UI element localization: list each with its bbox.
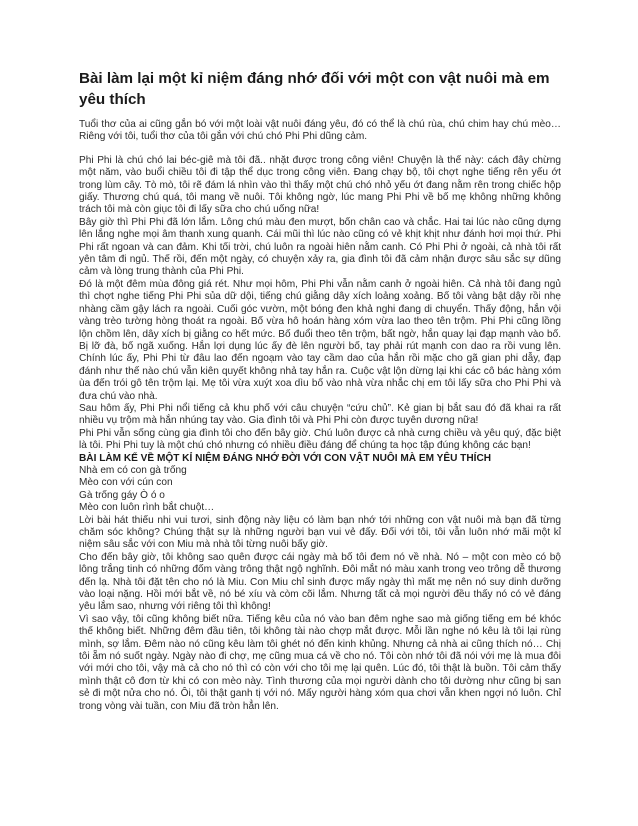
- section-heading: BÀI LÀM KỂ VỀ MỘT KỈ NIỆM ĐÁNG NHỚ ĐỜI VỚI CON VẬT NUÔI MÀ EM YÊU THÍCH: [79, 452, 492, 464]
- poem-line: Mèo con luôn rình bắt chuột…: [79, 502, 215, 514]
- story-section: [79, 155, 561, 453]
- document-title: Bài làm lại một kỉ niệm đáng nhớ đối với một con vật nuôi mà em yêu thích: [79, 70, 550, 108]
- intro-paragraph: Tuổi thơ của ai cũng gắn bó với một loài vật nuôi đáng yêu, đó có thể là chú rùa, chú chim hay chú mèo… Riêng với tôi, tuổi thơ của tôi gắn với chú chó Phi Phi dũng cảm.: [79, 119, 561, 143]
- story-paragraph: Lời bài hát thiếu nhi vui tươi, sinh động này liệu có làm bạn nhớ tới những con vật nuôi mà bạn đã từng chăm sóc không? Chúng thật sự là những người bạn vui vẻ đấy. Đối với tôi, tôi vẫn luôn nhớ mãi một kỉ niệm sâu sắc với con Miu mà nhà tôi từng nuôi bấy giờ.: [79, 514, 561, 551]
- poem-line: Nhà em có con gà trống: [79, 464, 187, 476]
- second-story-section: [79, 515, 561, 714]
- document-page: [79, 68, 561, 713]
- story-paragraph: Vì sao vậy, tôi cũng không biết nữa. Tiếng kêu của nó vào ban đêm nghe sao mà giống tiếng em bé khóc thế không biết. Những đêm đầu tiên, tôi không tài nào chợp mắt được. Mỗi lần nghe nó kêu là tôi lại rùng mình, sợ lắm. Đêm nào nó cũng kêu làm tôi ghét nó đến kinh khủng. Nhưng cả nhà ai cũng thích nó… Chị tôi ẵm nó suốt ngày. Ngày nào đi chợ, mẹ cũng mua cá về cho nó. Tôi còn nhớ tôi đã nói với mẹ là mua đôi với mới cho tôi, vậy mà cả cho nó thì có còn với cho tôi mẹ lại quên. Lúc đó, tôi thật là buồn. Tôi cảm thấy mình thật cô đơn từ khi có con mèo này. Tình thương của mọi người dành cho tôi dường như cũng bị san sẻ đi một nửa cho nó. Ôi, tôi thật ganh tị với nó. Mấy người hàng xóm qua chơi vẫn khen ngợi nó luôn. Chỉ trong vòng vài tuần, con Miu đã tròn hẳn lên.: [79, 613, 561, 712]
- story-paragraph: Phi Phi là chú chó lai béc-giê mà tôi đã.. nhặt được trong công viên! Chuyện là thế này: cách đây chừng một năm, vào buổi chiều tôi đi tập thể dục trong công viên. Đang chạy bộ, tôi chợt nghe tiếng rên yếu ớt trong lùm cây. Tò mò, tôi rẽ đám lá nhìn vào thì thấy một chú chó nhỏ yếu ớt đang nằm rên trong chiếc hộp giấy. Thương chú quá, tôi mang về nuôi. Tôi không ngờ, lúc mang Phi Phi về bố mẹ không những không trách tôi mà còn giục tôi đi lấy sữa cho chú uống nữa!: [79, 154, 561, 216]
- story-paragraph: Phi Phi vẫn sống cùng gia đình tôi cho đến bây giờ. Chú luôn được cả nhà cưng chiều và yêu quý, đặc biệt là tôi. Phi Phi tuy là một chú chó nhưng có nhiều điều đáng để chúng ta học tập đúng không các bạn!: [79, 427, 561, 452]
- poem-line: Gà trống gáy Ò ó o: [79, 489, 165, 501]
- story-paragraph: Bây giờ thì Phi Phi đã lớn lắm. Lông chú màu đen mượt, bốn chân cao và chắc. Hai tai lúc nào cũng dựng lên lắng nghe mọi âm thanh xung quanh. Cái mũi thì lúc nào cũng có vẻ khịt khịt như đánh hơi mọi thứ. Phi Phi rất ngoan và can đảm. Khi tối trời, chú luôn ra ngoài hiên nằm canh. Có Phi Phi ở ngoài, cả nhà tôi rất yên tâm đi ngủ. Thế rồi, đến một ngày, có chuyện xảy ra, gia đình tôi đã cảm nhận được sâu sắc sự dũng cảm và lòng trung thành của Phi Phi.: [79, 216, 561, 278]
- poem-block: [79, 465, 561, 515]
- story-paragraph: Sau hôm ấy, Phi Phi nổi tiếng cả khu phố với câu chuyện “cứu chủ”. Kẻ gian bị bắt sau đó đã khai ra rất nhiều vụ trộm mà hắn nhúng tay vào. Gia đình tôi và Phi Phi còn được tuyên dương nữa!: [79, 402, 561, 427]
- poem-line: Mèo con với cún con: [79, 477, 173, 489]
- story-paragraph: Đó là một đêm mùa đông giá rét. Như mọi hôm, Phi Phi vẫn nằm canh ở ngoài hiên. Cả nhà tôi đang ngủ thì chợt nghe tiếng Phi Phi sủa dữ dội, tiếng chú giằng dây xích loảng xoảng. Bố tôi vàng bật dậy rồi nhẹ nhàng cầm gậy lách ra ngoài. Cuối góc vườn, một bóng đen khả nghi đang di chuyển. Thấy động, hắn vội vàng trèo tường hòng thoát ra ngoài. Bố vừa hô hoán hàng xóm vừa lao theo tên trộm. Phi Phi cũng lồng lộn chồm lên, dây xích bị giằng co hết mức. Bố đuổi theo tên trộm, bất ngờ, hắn quay lại đạp mạnh vào bố. Bị lỡ đà, bố ngã xuống. Hắn lợi dụng lúc ấy đè lên người bố, tay phải rút mạnh con dao ra rồi vung lên. Chính lúc ấy, Phi Phi từ đâu lao đến ngoạm vào tay cầm dao của hắn rồi mặc cho gã gian phi dẫy, đạp đánh như thế nào chú vẫn kiên quyết không nhả tay hắn ra. Cuộc vật lộn dừng lại khi các cô bác hàng xóm ùa đến trói gô tên trộm lại. Mẹ tôi vừa xuýt xoa dìu bố vào nhà vừa nhắc chị em tôi lấy sữa cho Phi Phi và đưa chú vào nhà.: [79, 278, 561, 402]
- story-paragraph: Cho đến bây giờ, tôi không sao quên được cái ngày mà bố tôi đem nó về nhà. Nó – một con mèo có bộ lông trắng tinh có những đốm vàng trông thật ngộ nghĩnh. Đôi mắt nó màu xanh trong veo trông dễ thương đến lạ. Nhà tôi đặt tên cho nó là Miu. Con Miu chỉ sinh được mấy ngày thì mất mẹ nên nó suy dinh dưỡng vào loại nặng. Hồi mới bắt về, nó bé xíu và còm cõi lắm. Nhưng tất cả mọi người đều thấy nó có vẻ đáng yêu lắm sao, nhưng với riêng tôi thì không!: [79, 551, 561, 613]
